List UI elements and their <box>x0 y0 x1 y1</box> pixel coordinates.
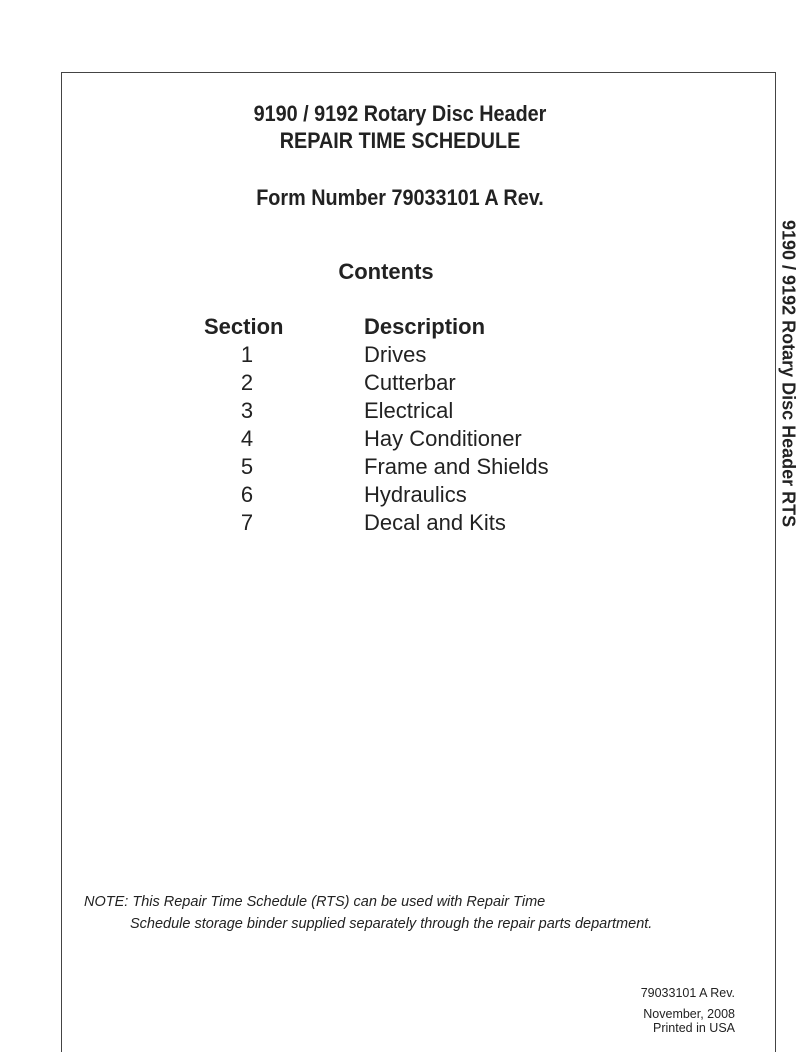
note-line-2: Schedule storage binder supplied separately through the repair parts department. <box>130 916 653 932</box>
section-description: Drives <box>364 342 427 367</box>
section-number: 3 <box>240 398 254 423</box>
section-description: Electrical <box>364 398 454 423</box>
section-number: 4 <box>240 426 254 451</box>
section-description: Frame and Shields <box>364 454 549 479</box>
section-column-header: Section <box>204 314 284 339</box>
section-description: Decal and Kits <box>364 510 506 535</box>
section-number: 5 <box>240 454 254 479</box>
footer-printed: Printed in USA <box>653 1021 735 1035</box>
section-description: Hay Conditioner <box>364 426 522 451</box>
footer-form-ref: 79033101 A Rev. <box>640 986 735 1000</box>
section-description: Hydraulics <box>364 482 467 507</box>
note-line-1: NOTE: This Repair Time Schedule (RTS) can be used with Repair Time <box>84 894 546 910</box>
document-subtitle: REPAIR TIME SCHEDULE <box>279 128 521 153</box>
section-number: 7 <box>240 510 254 535</box>
side-tab-label: 9190 / 9192 Rotary Disc Header RTS <box>778 220 799 528</box>
section-number: 1 <box>240 342 254 367</box>
description-column-header: Description <box>364 314 486 339</box>
section-number: 6 <box>240 482 254 507</box>
document-title: 9190 / 9192 Rotary Disc Header <box>253 101 547 126</box>
form-number: Form Number 79033101 A Rev. <box>256 185 544 210</box>
section-number: 2 <box>240 370 254 395</box>
footer-date: November, 2008 <box>643 1007 735 1021</box>
section-description: Cutterbar <box>364 370 456 395</box>
contents-heading: Contents <box>338 259 434 284</box>
